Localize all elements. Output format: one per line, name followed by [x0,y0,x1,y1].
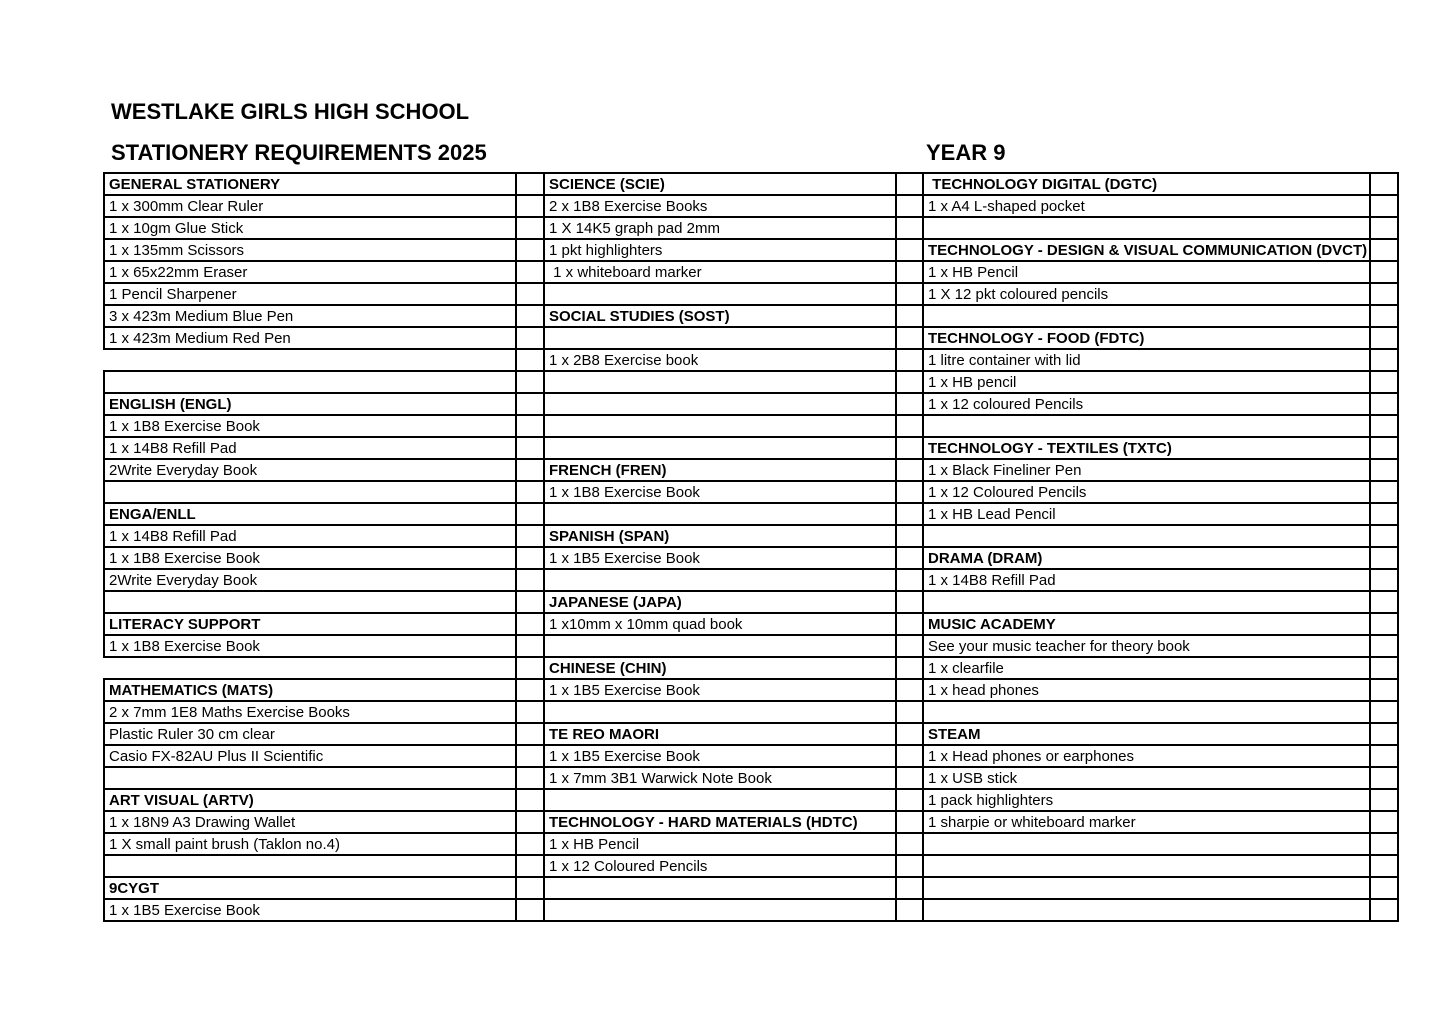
spacer-cell [516,327,544,349]
spacer-cell [896,811,923,833]
item-cell: 1 x A4 L-shaped pocket [923,195,1370,217]
table-row [104,613,1398,635]
section-header-cell: MATHEMATICS (MATS) [104,679,516,701]
spacer-cell [896,195,923,217]
spacer-cell [516,657,544,679]
spacer-cell [1370,723,1398,745]
section-header-cell: TECHNOLOGY - DESIGN & VISUAL COMMUNICATION (DVCT) [923,239,1370,261]
spacer-cell [896,327,923,349]
spacer-cell [516,635,544,657]
spacer-cell [516,877,544,899]
spacer-cell [1370,679,1398,701]
spacer-cell [896,679,923,701]
table-body [104,173,1398,921]
section-header-cell: 9CYGT [104,877,516,899]
item-cell: 1 x head phones [923,679,1370,701]
table-row [104,679,1398,701]
spacer-cell [896,393,923,415]
spacer-cell [896,701,923,723]
spacer-cell [516,789,544,811]
empty-cell [544,327,896,349]
spacer-cell [1370,613,1398,635]
table-row [104,723,1398,745]
spacer-cell [1370,393,1398,415]
empty-cell [104,855,516,877]
item-cell: 1 x 1B5 Exercise Book [544,547,896,569]
spacer-cell [896,899,923,921]
item-cell: 1 x10mm x 10mm quad book [544,613,896,635]
spacer-cell [516,547,544,569]
item-cell: 1 x 14B8 Refill Pad [923,569,1370,591]
spacer-cell [516,591,544,613]
section-header-cell: CHINESE (CHIN) [544,657,896,679]
empty-cell [544,415,896,437]
table-row [104,525,1398,547]
table-row [104,239,1398,261]
spacer-cell [516,767,544,789]
item-cell: 1 x 10gm Glue Stick [104,217,516,239]
table-row [104,569,1398,591]
spacer-cell [1370,371,1398,393]
spacer-cell [1370,855,1398,877]
table-row [104,437,1398,459]
spacer-cell [516,173,544,195]
table-row [104,415,1398,437]
spacer-cell [516,569,544,591]
item-cell: 1 pack highlighters [923,789,1370,811]
section-header-cell: ENGLISH (ENGL) [104,393,516,415]
empty-cell [544,393,896,415]
spacer-cell [1370,789,1398,811]
item-cell: 1 x clearfile [923,657,1370,679]
table-row [104,591,1398,613]
spacer-cell [516,811,544,833]
spacer-cell [1370,261,1398,283]
item-cell: 1 x 14B8 Refill Pad [104,437,516,459]
item-cell: 1 x 423m Medium Red Pen [104,327,516,349]
spacer-cell [896,415,923,437]
section-header-cell: TECHNOLOGY - TEXTILES (TXTC) [923,437,1370,459]
school-name-title: WESTLAKE GIRLS HIGH SCHOOL [111,99,470,124]
table-row [104,635,1398,657]
table-row [104,811,1398,833]
spacer-cell [896,305,923,327]
spacer-cell [1370,833,1398,855]
spacer-cell [896,481,923,503]
empty-cell [544,437,896,459]
item-cell: 1 x Head phones or earphones [923,745,1370,767]
item-cell: 1 x 7mm 3B1 Warwick Note Book [544,767,896,789]
stationery-table [103,172,1399,922]
empty-cell [104,591,516,613]
year-title: YEAR 9 [926,140,1006,165]
spacer-cell [516,745,544,767]
table-row [104,261,1398,283]
spacer-cell [896,723,923,745]
empty-cell [104,371,516,393]
table-row [104,173,1398,195]
table-row [104,327,1398,349]
empty-cell [544,789,896,811]
empty-cell [923,525,1370,547]
spacer-cell [516,393,544,415]
empty-cell [544,569,896,591]
spacer-cell [896,261,923,283]
table-row [104,657,1398,679]
spacer-cell [516,283,544,305]
item-cell: 1 x 1B5 Exercise Book [104,899,516,921]
spacer-cell [1370,811,1398,833]
table-row [104,393,1398,415]
item-cell: 1 x 1B5 Exercise Book [544,745,896,767]
item-cell: 1 sharpie or whiteboard marker [923,811,1370,833]
section-header-cell: LITERACY SUPPORT [104,613,516,635]
item-cell: 1 x 12 Coloured Pencils [544,855,896,877]
spacer-cell [1370,415,1398,437]
item-cell: 1 x 12 coloured Pencils [923,393,1370,415]
spacer-cell [1370,635,1398,657]
spacer-cell [1370,349,1398,371]
item-cell: 1 x 1B8 Exercise Book [104,547,516,569]
item-cell: 2Write Everyday Book [104,459,516,481]
item-cell: 1 X 12 pkt coloured pencils [923,283,1370,305]
spacer-cell [1370,591,1398,613]
item-cell: 2 x 7mm 1E8 Maths Exercise Books [104,701,516,723]
table-row [104,833,1398,855]
section-header-cell: JAPANESE (JAPA) [544,591,896,613]
table-row [104,217,1398,239]
spacer-cell [516,415,544,437]
empty-cell [104,767,516,789]
empty-cell [544,503,896,525]
spacer-cell [1370,657,1398,679]
spacer-cell [1370,701,1398,723]
empty-cell [923,701,1370,723]
item-cell: 1 x 1B8 Exercise Book [104,635,516,657]
spacer-cell [1370,327,1398,349]
empty-cell [104,481,516,503]
spacer-cell [516,239,544,261]
spacer-cell [896,745,923,767]
spacer-cell [1370,547,1398,569]
spacer-cell [516,305,544,327]
item-cell: 1 x 2B8 Exercise book [544,349,896,371]
spacer-cell [896,877,923,899]
spacer-cell [896,613,923,635]
section-header-cell: GENERAL STATIONERY [104,173,516,195]
table-row [104,305,1398,327]
empty-cell [544,635,896,657]
item-cell: 1 x Black Fineliner Pen [923,459,1370,481]
spacer-cell [516,613,544,635]
item-cell: 1 x HB pencil [923,371,1370,393]
section-header-cell: SCIENCE (SCIE) [544,173,896,195]
table-row [104,547,1398,569]
table-row [104,283,1398,305]
spacer-cell [516,371,544,393]
spacer-cell [516,525,544,547]
item-cell: 1 x 300mm Clear Ruler [104,195,516,217]
section-header-cell: DRAMA (DRAM) [923,547,1370,569]
table-row [104,767,1398,789]
table-row [104,371,1398,393]
spacer-cell [1370,283,1398,305]
empty-cell [923,855,1370,877]
item-cell: 1 x HB Lead Pencil [923,503,1370,525]
item-cell: 1 litre container with lid [923,349,1370,371]
spacer-cell [516,217,544,239]
item-cell: 1 x whiteboard marker [544,261,896,283]
spacer-cell [896,437,923,459]
spacer-cell [896,657,923,679]
item-cell: 1 Pencil Sharpener [104,283,516,305]
spacer-cell [516,833,544,855]
spacer-cell [516,503,544,525]
spacer-cell [516,723,544,745]
spacer-cell [896,591,923,613]
item-cell: 2 x 1B8 Exercise Books [544,195,896,217]
spacer-cell [896,173,923,195]
section-header-cell: TECHNOLOGY - HARD MATERIALS (HDTC) [544,811,896,833]
item-cell: 1 x 12 Coloured Pencils [923,481,1370,503]
spacer-cell [516,261,544,283]
gap-cell [104,657,516,679]
item-cell: 1 x 1B8 Exercise Book [104,415,516,437]
section-header-cell: STEAM [923,723,1370,745]
spacer-cell [516,701,544,723]
item-cell: 1 X 14K5 graph pad 2mm [544,217,896,239]
spacer-cell [1370,239,1398,261]
empty-cell [544,371,896,393]
item-cell: See your music teacher for theory book [923,635,1370,657]
spacer-cell [1370,173,1398,195]
table-row [104,349,1398,371]
item-cell: 1 x 18N9 A3 Drawing Wallet [104,811,516,833]
table-row [104,789,1398,811]
item-cell: 3 x 423m Medium Blue Pen [104,305,516,327]
spacer-cell [896,459,923,481]
item-cell: 1 pkt highlighters [544,239,896,261]
empty-cell [923,877,1370,899]
empty-cell [544,899,896,921]
empty-cell [923,833,1370,855]
spacer-cell [896,349,923,371]
spacer-cell [896,217,923,239]
spacer-cell [1370,877,1398,899]
table-row [104,481,1398,503]
spacer-cell [1370,745,1398,767]
spacer-cell [1370,525,1398,547]
spacer-cell [896,503,923,525]
spacer-cell [896,525,923,547]
section-header-cell: ART VISUAL (ARTV) [104,789,516,811]
spacer-cell [896,371,923,393]
item-cell: Casio FX-82AU Plus II Scientific [104,745,516,767]
table-row [104,195,1398,217]
item-cell: 1 x 1B8 Exercise Book [544,481,896,503]
spacer-cell [516,437,544,459]
spacer-cell [516,855,544,877]
item-cell: 1 x HB Pencil [923,261,1370,283]
item-cell: 1 X small paint brush (Taklon no.4) [104,833,516,855]
spacer-cell [1370,481,1398,503]
section-header-cell: TE REO MAORI [544,723,896,745]
spacer-cell [1370,305,1398,327]
spacer-cell [516,481,544,503]
empty-cell [923,591,1370,613]
spacer-cell [1370,767,1398,789]
spacer-cell [896,239,923,261]
document-title: STATIONERY REQUIREMENTS 2025 [111,140,487,165]
spacer-cell [1370,459,1398,481]
item-cell: Plastic Ruler 30 cm clear [104,723,516,745]
spacer-cell [1370,569,1398,591]
spacer-cell [896,635,923,657]
section-header-cell: MUSIC ACADEMY [923,613,1370,635]
spacer-cell [1370,503,1398,525]
section-header-cell: TECHNOLOGY - FOOD (FDTC) [923,327,1370,349]
spacer-cell [516,679,544,701]
spacer-cell [516,459,544,481]
table-row [104,745,1398,767]
section-header-cell: TECHNOLOGY DIGITAL (DGTC) [923,173,1370,195]
section-header-cell: FRENCH (FREN) [544,459,896,481]
item-cell: 1 x HB Pencil [544,833,896,855]
empty-cell [544,877,896,899]
empty-cell [923,415,1370,437]
spacer-cell [896,569,923,591]
spacer-cell [516,195,544,217]
item-cell: 1 x 65x22mm Eraser [104,261,516,283]
item-cell: 1 x USB stick [923,767,1370,789]
section-header-cell: SOCIAL STUDIES (SOST) [544,305,896,327]
empty-cell [544,283,896,305]
spacer-cell [516,349,544,371]
spacer-cell [516,899,544,921]
spacer-cell [896,855,923,877]
spacer-cell [1370,195,1398,217]
spacer-cell [896,767,923,789]
table-row [104,855,1398,877]
empty-cell [923,217,1370,239]
table-row [104,459,1398,481]
item-cell: 1 x 1B5 Exercise Book [544,679,896,701]
spacer-cell [1370,437,1398,459]
spacer-cell [896,789,923,811]
spacer-cell [1370,217,1398,239]
spacer-cell [896,833,923,855]
section-header-cell: ENGA/ENLL [104,503,516,525]
gap-cell [104,349,516,371]
empty-cell [544,701,896,723]
empty-cell [923,305,1370,327]
section-header-cell: SPANISH (SPAN) [544,525,896,547]
table-row [104,877,1398,899]
spacer-cell [1370,899,1398,921]
item-cell: 1 x 14B8 Refill Pad [104,525,516,547]
spacer-cell [896,283,923,305]
item-cell: 2Write Everyday Book [104,569,516,591]
table-row [104,503,1398,525]
table-row [104,899,1398,921]
spacer-cell [896,547,923,569]
item-cell: 1 x 135mm Scissors [104,239,516,261]
empty-cell [923,899,1370,921]
table-row [104,701,1398,723]
